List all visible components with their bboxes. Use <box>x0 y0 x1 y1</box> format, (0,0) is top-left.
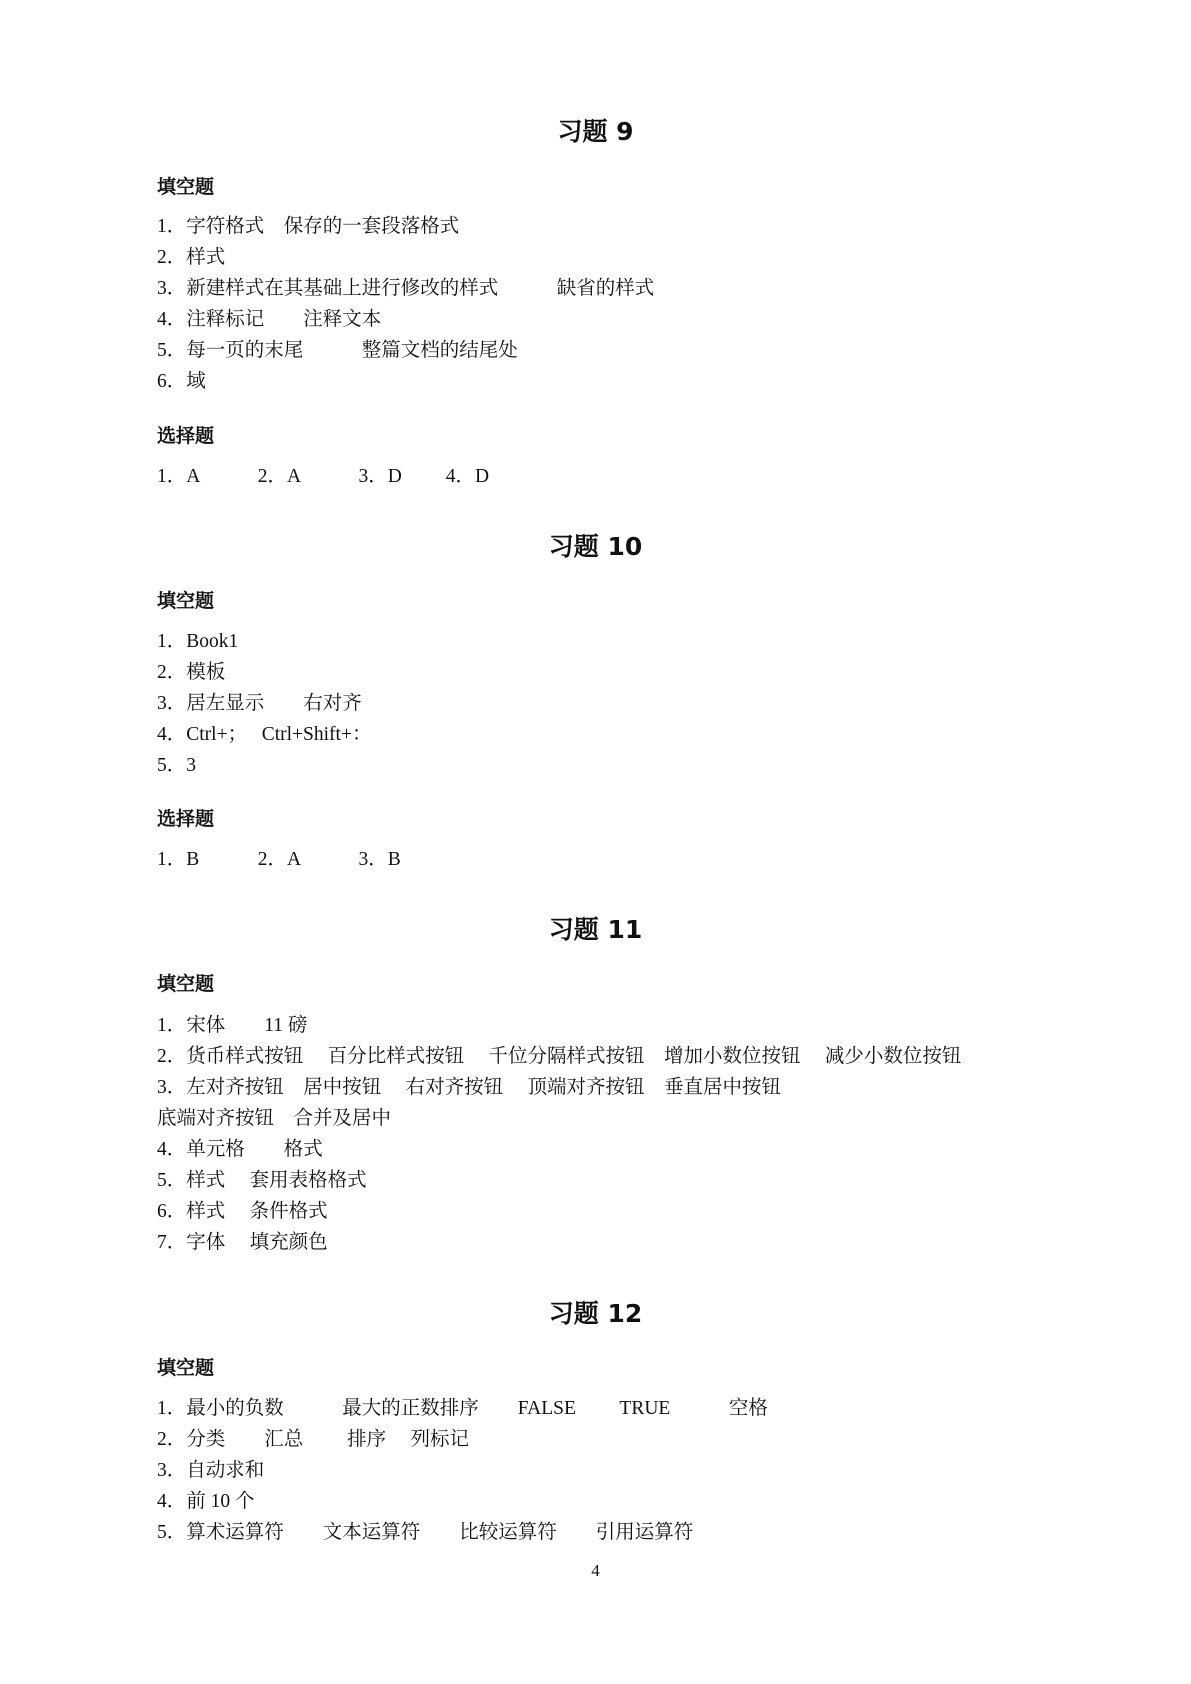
answer-line: 1．宋体 11 磅 <box>157 1015 308 1036</box>
answer-line: 6．样式 条件格式 <box>157 1201 328 1222</box>
answer-line: 5．3 <box>157 755 197 776</box>
section-title-12: 习题 12 <box>548 1299 643 1328</box>
section-title-11: 习题 11 <box>548 915 643 944</box>
answer-line: 3．新建样式在其基础上进行修改的样式 缺省的样式 <box>157 278 655 299</box>
answer-line: 2．模板 <box>157 662 226 683</box>
fill-heading-12: 填空题 <box>157 1357 215 1379</box>
answer-line: 底端对齐按钮 合并及居中 <box>157 1108 392 1129</box>
answer-line: 2．分类 汇总 排序 列标记 <box>157 1429 470 1450</box>
answer-line: 5．算术运算符 文本运算符 比较运算符 引用运算符 <box>157 1522 694 1543</box>
answer-line: 6．域 <box>157 371 206 392</box>
answer-line: 2．样式 <box>157 247 226 268</box>
answer-line: 3．自动求和 <box>157 1460 265 1481</box>
answer-line: 4．前 10 个 <box>157 1491 255 1512</box>
answer-line: 5．样式 套用表格格式 <box>157 1170 367 1191</box>
answer-line: 4．Ctrl+； Ctrl+Shift+： <box>157 724 372 745</box>
choice-heading-10: 选择题 <box>157 808 215 830</box>
answer-line: 2．货币样式按钮 百分比样式按钮 千位分隔样式按钮 增加小数位按钮 减少小数位按钮 <box>157 1046 962 1067</box>
answer-line: 3．居左显示 右对齐 <box>157 693 362 714</box>
fill-heading-11: 填空题 <box>157 973 215 995</box>
page-number: 4 <box>591 1561 600 1580</box>
fill-heading-9: 填空题 <box>157 176 215 198</box>
answer-line: 4．单元格 格式 <box>157 1139 323 1160</box>
answer-line: 1．最小的负数 最大的正数排序 FALSE TRUE 空格 <box>157 1398 768 1419</box>
fill-heading-10: 填空题 <box>157 590 215 612</box>
answer-line: 4．注释标记 注释文本 <box>157 309 382 330</box>
section-title-10: 习题 10 <box>548 532 643 561</box>
answer-line: 1．字符格式 保存的一套段落格式 <box>157 216 460 237</box>
answer-line: 1．A 2．A 3．D 4．D <box>157 466 490 487</box>
choice-heading-9: 选择题 <box>157 425 215 447</box>
section-title-9: 习题 9 <box>557 117 634 146</box>
answer-line: 1．Book1 <box>157 631 239 652</box>
answer-line: 5．每一页的末尾 整篇文档的结尾处 <box>157 340 518 361</box>
answer-line: 7．字体 填充颜色 <box>157 1232 328 1253</box>
answer-line: 1．B 2．A 3．B <box>157 849 401 870</box>
answer-line: 3．左对齐按钮 居中按钮 右对齐按钮 顶端对齐按钮 垂直居中按钮 <box>157 1077 782 1098</box>
